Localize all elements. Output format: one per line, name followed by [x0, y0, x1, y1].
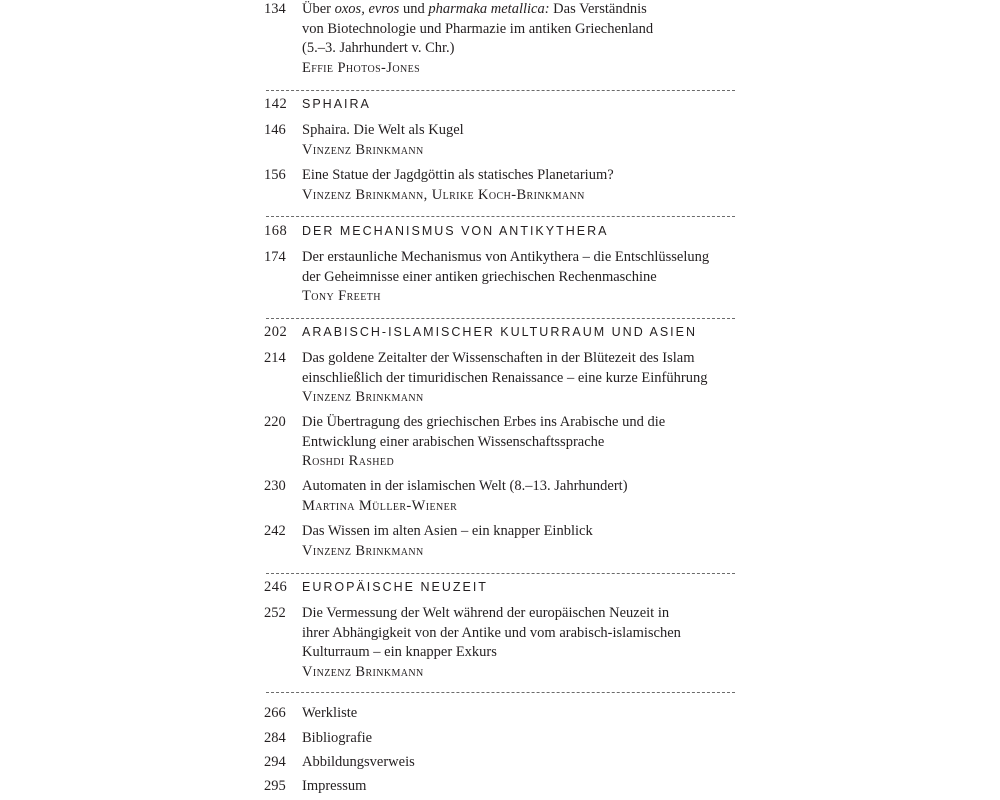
toc-entry[interactable] — [264, 477, 744, 516]
section-heading[interactable] — [264, 95, 744, 115]
entry-title: Der erstaunliche Mechanismus von Antikythera – die Entschlüsselung — [302, 249, 710, 265]
section-divider — [266, 318, 735, 319]
entry-author: Vinzenz Brinkmann, Ulrike Koch-Brinkmann — [302, 186, 585, 203]
toc-entry[interactable] — [264, 604, 744, 682]
page-number: 242 — [264, 523, 286, 539]
section-heading[interactable] — [264, 222, 744, 242]
entry-title-line: einschließlich der timuridischen Renaissance – eine kurze Einführung — [302, 369, 708, 386]
page-number: 174 — [264, 249, 286, 265]
page-number: 266 — [264, 705, 286, 721]
page-number: 246 — [264, 579, 288, 595]
entry-title: Abbildungsverweis — [302, 754, 415, 770]
entry-author: Vinzenz Brinkmann — [302, 389, 424, 405]
entry-author: Vinzenz Brinkmann — [302, 663, 424, 680]
page-number: 294 — [264, 754, 286, 770]
toc-entry[interactable] — [264, 704, 744, 724]
page-number: 202 — [264, 324, 288, 340]
page-number: 156 — [264, 167, 286, 183]
toc-entry[interactable] — [264, 729, 744, 749]
page-number: 220 — [264, 414, 286, 430]
toc-entry[interactable] — [264, 522, 744, 561]
toc-entry[interactable] — [264, 248, 744, 307]
toc-entry[interactable] — [264, 121, 744, 160]
entry-author: Martina Müller-Wiener — [302, 497, 458, 514]
toc-entry[interactable] — [264, 777, 744, 797]
entry-title: Eine Statue der Jagdgöttin als statisches Planetarium? — [302, 167, 614, 183]
entry-title: Das goldene Zeitalter der Wissenschaften in der Blütezeit des Islam — [302, 350, 695, 366]
entry-title: Automaten in der islamischen Welt (8.–13. Jahrhundert) — [302, 478, 628, 494]
entry-title: Die Übertragung des griechischen Erbes ins Arabische und die — [302, 414, 666, 430]
page-number: 142 — [264, 96, 288, 112]
section-divider — [266, 573, 735, 574]
entry-title: Die Vermessung der Welt während der europäischen Neuzeit in — [302, 605, 670, 621]
page-number: 146 — [264, 122, 286, 138]
section-heading[interactable] — [264, 323, 744, 343]
page-number: 134 — [264, 1, 286, 17]
section-divider — [266, 90, 735, 91]
entry-title: Das Wissen im alten Asien – ein knapper Einblick — [302, 523, 593, 539]
toc-entry[interactable] — [264, 166, 744, 205]
entry-title-line: (5.–3. Jahrhundert v. Chr.) — [302, 40, 455, 56]
entry-author: Effie Photos-Jones — [302, 59, 421, 76]
section-divider — [266, 692, 735, 693]
entry-title: Bibliografie — [302, 730, 373, 746]
entry-author: Roshdi Rashed — [302, 453, 395, 469]
toc-entry[interactable] — [264, 753, 744, 773]
entry-title: Werkliste — [302, 705, 358, 721]
page-number: 252 — [264, 605, 286, 621]
page-number: 295 — [264, 778, 286, 794]
toc-entry[interactable] — [264, 413, 744, 472]
section-title: DER MECHANISMUS VON ANTIKYTHERA — [302, 224, 609, 238]
toc-entry[interactable] — [264, 349, 744, 408]
entry-title: Über oxos, evros und pharmaka metallica: Das Verständnis — [302, 1, 647, 17]
page-number: 230 — [264, 478, 286, 494]
entry-title: Impressum — [302, 778, 367, 794]
section-title: SPHAIRA — [302, 97, 371, 111]
entry-title: Sphaira. Die Welt als Kugel — [302, 122, 464, 138]
entry-author: Vinzenz Brinkmann — [302, 141, 424, 158]
entry-author: Tony Freeth — [302, 288, 381, 304]
section-title: ARABISCH-ISLAMISCHER KULTURRAUM UND ASIEN — [302, 325, 698, 339]
entry-title-line: der Geheimnisse einer antiken griechischen Rechenmaschine — [302, 268, 657, 285]
page-number: 284 — [264, 730, 286, 746]
page-number: 168 — [264, 223, 288, 239]
entry-author: Vinzenz Brinkmann — [302, 542, 424, 559]
entry-title-line: Entwicklung einer arabischen Wissenschaftssprache — [302, 433, 605, 450]
entry-title-line: ihrer Abhängigkeit von der Antike und vom arabisch-islamischen — [302, 624, 681, 641]
section-heading[interactable] — [264, 578, 744, 598]
entry-title-line: Kulturraum – ein knapper Exkurs — [302, 644, 497, 660]
section-divider — [266, 216, 735, 217]
section-title: EUROPÄISCHE NEUZEIT — [302, 580, 488, 594]
entry-title-line: von Biotechnologie und Pharmazie im antiken Griechenland — [302, 20, 654, 37]
page-number: 214 — [264, 350, 286, 366]
toc-entry[interactable] — [264, 0, 744, 78]
